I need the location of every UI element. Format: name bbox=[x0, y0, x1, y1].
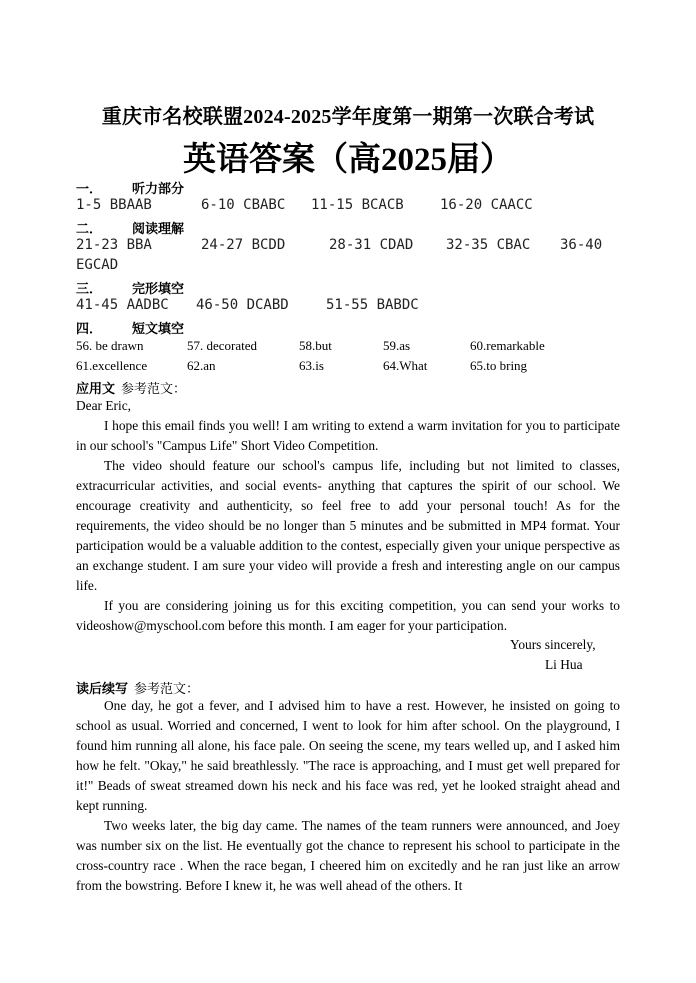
section-cloze-heading bbox=[76, 278, 184, 297]
answer-group: 46-50 DCABD bbox=[196, 297, 289, 313]
section-number: 三． bbox=[76, 282, 103, 297]
section-title: 阅读理解 bbox=[132, 222, 185, 237]
writing-heading-note: 参考范文： bbox=[121, 382, 187, 397]
continuation-paragraph: One day, he got a fever, and I advised him to have a rest. However, he insisted on going to school as usual. Worried and concerned, I went to look for him after school. On the playground, I found him running all alone, his face pale. On seeing the scene, my tears welled up, and I asked him how he felt. "Okay," he said breathlessly. "The race is approaching, and I must get well prepared for it!" Beads of sweat streamed down his neck and his face was red, yet he looked straight ahead and kept running. bbox=[76, 698, 620, 813]
letter-closing: Yours sincerely, bbox=[510, 637, 596, 652]
section-title: 短文填空 bbox=[132, 322, 185, 337]
cloze-answers bbox=[76, 297, 620, 315]
continuation-paragraph: Two weeks later, the big day came. The names of the team runners were announced, and Joey was number six on the list. He eventually got the chance to represent his school to participate in the cross-country race . When the race began, I cheered him on excitedly and he ran just like an arrow from the bowstring. Before I knew it, he was well ahead of the others. It bbox=[76, 818, 620, 893]
grammar-answer: 61.excellence bbox=[76, 358, 148, 373]
grammar-answer: 58.but bbox=[299, 338, 332, 353]
writing-heading-label: 应用文 bbox=[76, 382, 116, 397]
section-title: 听力部分 bbox=[132, 182, 185, 197]
answer-group: 21-23 BBA bbox=[76, 237, 152, 253]
reading-answers bbox=[76, 237, 620, 255]
grammar-answers-row-2 bbox=[76, 358, 620, 376]
answer-group: 41-45 AADBC bbox=[76, 297, 169, 313]
letter-paragraph: The video should feature our school's campus life, including but not limited to classes, extracurricular activities, and social events- anything that captures the spirit of our school. We encourage creativity and authenticity, so feel free to add your personal touch! As for the requirements, the video should be no longer than 5 minutes and be submitted in MP4 format. Your participation would be a valuable addition to the contest, especially given your unique perspective as an exchange student. I am sure your video will provide a fresh and interesting angle on our campus life. bbox=[76, 458, 620, 593]
writing-heading bbox=[76, 378, 186, 397]
grammar-answer: 65.to bring bbox=[470, 358, 528, 373]
section-number: 二． bbox=[76, 222, 103, 237]
answer-group: 16-20 CAACC bbox=[440, 197, 533, 213]
answer-group: 28-31 CDAD bbox=[329, 237, 414, 253]
grammar-answer: 56. be drawn bbox=[76, 338, 144, 353]
continuation-heading-label: 读后续写 bbox=[76, 682, 129, 697]
section-number: 四． bbox=[76, 322, 103, 337]
section-grammar-heading bbox=[76, 318, 184, 337]
section-title: 完形填空 bbox=[132, 282, 185, 297]
letter-signature: Li Hua bbox=[545, 657, 583, 672]
answer-key-title: 英语答案（高2025届） bbox=[183, 142, 513, 178]
reading-answers-wrap: EGCAD bbox=[76, 257, 119, 273]
letter-paragraph: I hope this email finds you well! I am writing to extend a warm invitation for you to participate in our school's "Campus Life" Short Video Competition. bbox=[76, 418, 620, 453]
letter-greeting: Dear Eric, bbox=[76, 398, 132, 413]
answer-group: 1-5 BBAAB bbox=[76, 197, 152, 213]
grammar-answer: 62.an bbox=[187, 358, 216, 373]
answer-group: 24-27 BCDD bbox=[201, 237, 286, 253]
answer-group: 6-10 CBABC bbox=[201, 197, 286, 213]
grammar-answers-row-1 bbox=[76, 338, 620, 356]
grammar-answer: 64.What bbox=[383, 358, 428, 373]
section-listening-heading bbox=[76, 178, 184, 197]
exam-title: 重庆市名校联盟2024-2025学年度第一期第一次联合考试 bbox=[101, 106, 595, 128]
letter-body bbox=[76, 416, 620, 636]
section-number: 一． bbox=[76, 182, 103, 197]
section-reading-heading bbox=[76, 218, 184, 237]
grammar-answer: 60.remarkable bbox=[470, 338, 545, 353]
answer-group: 51-55 BABDC bbox=[326, 297, 419, 313]
answer-group: 32-35 CBAC bbox=[446, 237, 531, 253]
listening-answers bbox=[76, 197, 620, 215]
continuation-body bbox=[76, 696, 620, 896]
grammar-answer: 59.as bbox=[383, 338, 411, 353]
answer-group: 11-15 BCACB bbox=[311, 197, 404, 213]
answer-group: 36-40 bbox=[560, 237, 603, 253]
grammar-answer: 57. decorated bbox=[187, 338, 258, 353]
continuation-heading bbox=[76, 678, 199, 697]
continuation-heading-note: 参考范文： bbox=[134, 682, 200, 697]
letter-paragraph: If you are considering joining us for this exciting competition, you can send your works to videoshow@myschool.com before this month. I am eager for your participation. bbox=[76, 598, 620, 633]
grammar-answer: 63.is bbox=[299, 358, 324, 373]
